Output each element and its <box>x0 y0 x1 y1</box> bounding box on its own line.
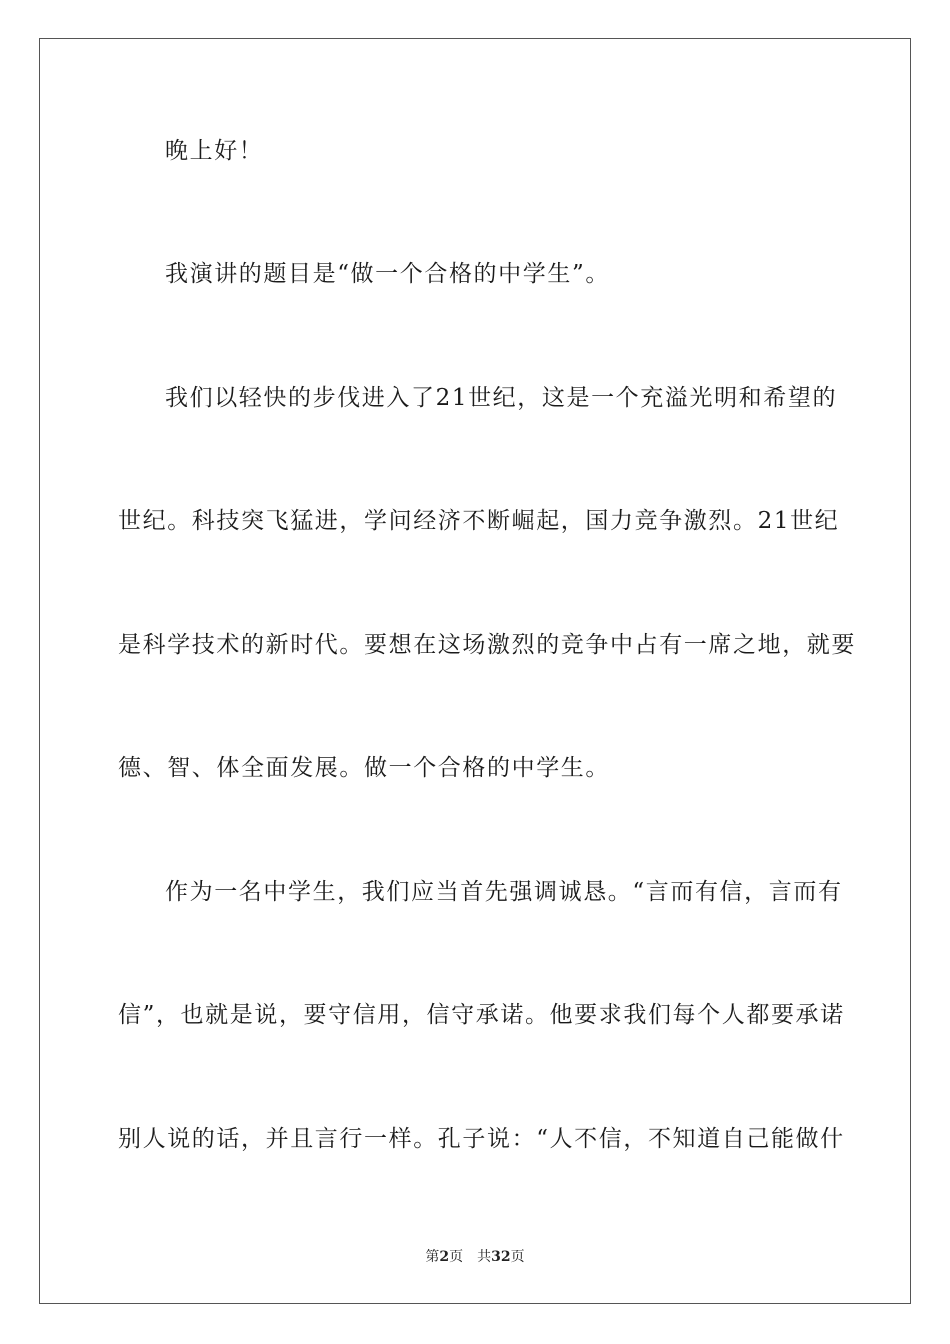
greeting-line: 晚上好！ <box>165 138 264 164</box>
page-number: 2 <box>439 1249 450 1265</box>
paragraph-line: 别人说的话，并且言行一样。孔子说：“人不信，不知道自己能做什 <box>118 1126 845 1152</box>
paragraph-line: 信”，也就是说，要守信用，信守承诺。他要求我们每个人都要承诺 <box>118 1002 845 1028</box>
paragraph-line: 作为一名中学生，我们应当首先强调诚恳。“言而有信，言而有 <box>165 879 843 905</box>
total-suffix: 页 <box>510 1249 525 1265</box>
paragraph-line: 我们以轻快的步伐进入了21世纪，这是一个充溢光明和希望的 <box>165 385 838 411</box>
total-prefix: 共 <box>477 1249 492 1265</box>
paragraph-line: 德、智、体全面发展。做一个合格的中学生。 <box>118 755 610 781</box>
page-prefix: 第 <box>425 1249 440 1265</box>
paragraph-line: 是科学技术的新时代。要想在这场激烈的竞争中占有一席之地，就要 <box>118 632 856 658</box>
paragraph-line: 我演讲的题目是“做一个合格的中学生”。 <box>165 261 610 287</box>
total-pages: 32 <box>491 1249 511 1265</box>
page-footer <box>0 1248 950 1266</box>
paragraph-line: 世纪。科技突飞猛进，学问经济不断崛起，国力竞争激烈。21世纪 <box>118 508 840 534</box>
page-border <box>39 38 911 1304</box>
page-suffix: 页 <box>449 1249 464 1265</box>
